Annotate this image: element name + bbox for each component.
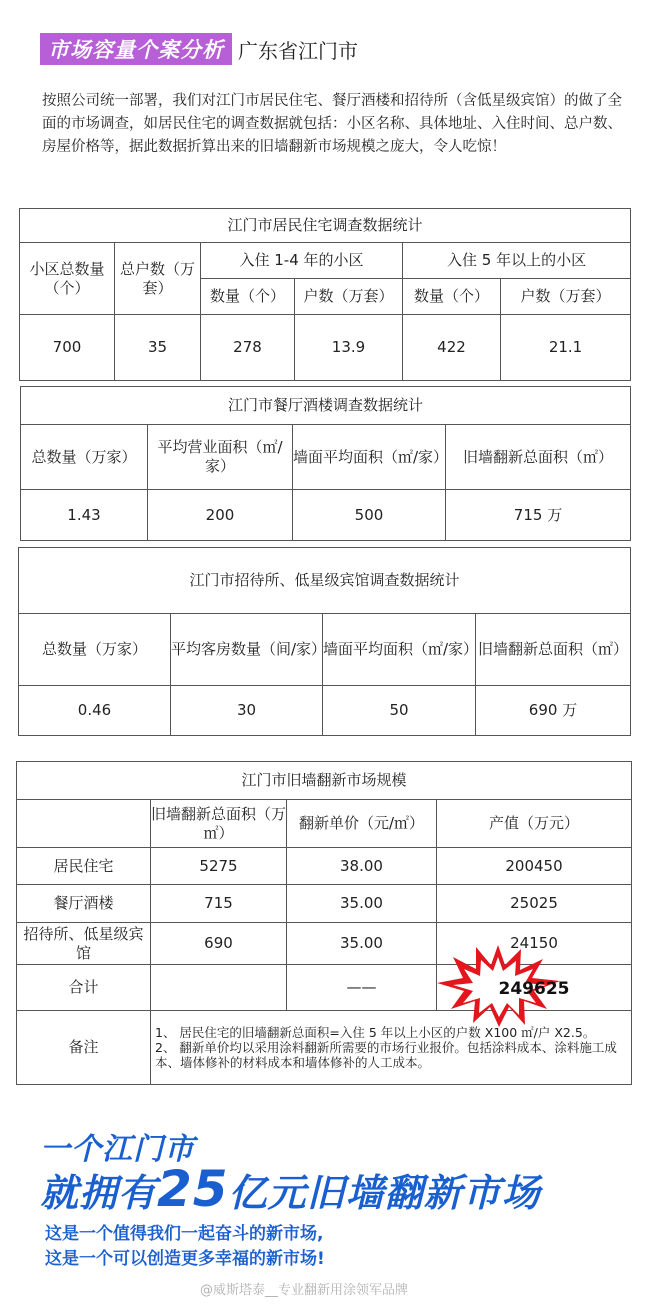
slogan-line2 bbox=[40, 1160, 541, 1218]
data-cell: 690 bbox=[151, 923, 287, 965]
header-cell: 墙面平均面积（㎡/家） bbox=[293, 425, 446, 490]
row-label: 合计 bbox=[17, 965, 151, 1011]
header-cell: 平均客房数量（间/家） bbox=[171, 614, 323, 686]
market-scale-table bbox=[16, 761, 632, 1085]
data-cell: 715 bbox=[151, 885, 287, 923]
closing-line: 这是一个可以创造更多幸福的新市场! bbox=[45, 1249, 325, 1269]
slogan-number: 25 bbox=[157, 1160, 229, 1218]
row-label: 餐厅酒楼 bbox=[17, 885, 151, 923]
table-title: 江门市旧墙翻新市场规模 bbox=[17, 762, 632, 800]
page-title bbox=[40, 34, 358, 64]
data-cell: —— bbox=[287, 965, 437, 1011]
data-cell: 5275 bbox=[151, 848, 287, 885]
data-cell: 278 bbox=[201, 315, 295, 381]
data-cell: 500 bbox=[293, 490, 446, 541]
header-cell: 小区总数量（个） bbox=[20, 243, 115, 315]
data-cell: 700 bbox=[20, 315, 115, 381]
empty-header-cell bbox=[17, 800, 151, 848]
header-cell: 总数量（万家） bbox=[21, 425, 148, 490]
data-cell: 690 万 bbox=[476, 686, 631, 736]
closing-line: 这是一个值得我们一起奋斗的新市场, bbox=[45, 1224, 324, 1244]
row-label: 招待所、低星级宾馆 bbox=[17, 923, 151, 965]
data-cell: 1.43 bbox=[21, 490, 148, 541]
title-city: 广东省江门市 bbox=[238, 38, 358, 63]
header-cell: 旧墙翻新总面积（万㎡） bbox=[151, 800, 287, 848]
data-cell: 35 bbox=[115, 315, 201, 381]
header-cell: 总数量（万家） bbox=[19, 614, 171, 686]
title-tag: 市场容量个案分析 bbox=[40, 33, 232, 65]
data-cell: 24150 bbox=[437, 923, 632, 965]
header-cell: 墙面平均面积（㎡/家） bbox=[323, 614, 476, 686]
data-cell: 13.9 bbox=[295, 315, 403, 381]
header-cell: 旧墙翻新总面积（㎡） bbox=[476, 614, 631, 686]
intro-paragraph: 按照公司统一部署，我们对江门市居民住宅、餐厅酒楼和招待所（含低星级宾馆）的做了全面的市场调查，如居民住宅的调查数据就包括：小区名称、具体地址、入住时间、总户数、房屋价格等，据此数据折算出来的旧墙翻新市场规模之庞大，令人吃惊！ bbox=[42, 93, 622, 155]
header-cell: 翻新单价（元/㎡） bbox=[287, 800, 437, 848]
header-cell: 入住 1-4 年的小区 bbox=[201, 243, 403, 279]
data-cell: 422 bbox=[403, 315, 501, 381]
header-cell: 产值（万元） bbox=[437, 800, 632, 848]
header-cell: 入住 5 年以上的小区 bbox=[403, 243, 631, 279]
table-title: 江门市居民住宅调查数据统计 bbox=[20, 209, 631, 243]
total-value: 249625 bbox=[498, 979, 570, 999]
watermark: @威斯塔泰__专业翻新用涂领军品牌 bbox=[200, 1283, 409, 1298]
data-cell: 200450 bbox=[437, 848, 632, 885]
data-cell: 30 bbox=[171, 686, 323, 736]
header-cell: 数量（个） bbox=[403, 279, 501, 315]
closing-text bbox=[45, 1222, 325, 1272]
header-cell: 户数（万套） bbox=[501, 279, 631, 315]
table-title: 江门市招待所、低星级宾馆调查数据统计 bbox=[19, 548, 631, 614]
row-label: 备注 bbox=[17, 1011, 151, 1085]
header-cell: 户数（万套） bbox=[295, 279, 403, 315]
data-cell: 35.00 bbox=[287, 885, 437, 923]
data-cell: 0.46 bbox=[19, 686, 171, 736]
header-cell: 数量（个） bbox=[201, 279, 295, 315]
data-cell: 715 万 bbox=[446, 490, 631, 541]
data-cell: 38.00 bbox=[287, 848, 437, 885]
data-cell: 25025 bbox=[437, 885, 632, 923]
note-line: 1、 居民住宅的旧墙翻新总面积=入住 5 年以上小区的户数 X100 ㎡/户 X2.5。 bbox=[155, 1025, 596, 1040]
header-cell: 旧墙翻新总面积（㎡） bbox=[446, 425, 631, 490]
empty-cell bbox=[151, 965, 287, 1011]
slogan-part: 就拥有 bbox=[40, 1171, 158, 1215]
restaurant-survey-table bbox=[20, 386, 631, 541]
slogan-line1: 一个江门市 bbox=[40, 1132, 195, 1167]
data-cell: 21.1 bbox=[501, 315, 631, 381]
table-title: 江门市餐厅酒楼调查数据统计 bbox=[21, 387, 631, 425]
slogan-part: 亿元旧墙翻新市场 bbox=[228, 1171, 541, 1215]
total-value-cell bbox=[437, 965, 632, 1011]
note-line: 2、 翻新单价均以采用涂料翻新所需要的市场行业报价。包括涂料成本、涂料施工成本、墙体修补的材料成本和墙体修补的人工成本。 bbox=[155, 1040, 617, 1070]
header-cell: 总户数（万套） bbox=[115, 243, 201, 315]
data-cell: 200 bbox=[148, 490, 293, 541]
row-label: 居民住宅 bbox=[17, 848, 151, 885]
header-cell: 平均营业面积（㎡/家） bbox=[148, 425, 293, 490]
hotel-survey-table bbox=[18, 547, 631, 736]
data-cell: 35.00 bbox=[287, 923, 437, 965]
residential-survey-table bbox=[19, 208, 631, 381]
data-cell: 50 bbox=[323, 686, 476, 736]
